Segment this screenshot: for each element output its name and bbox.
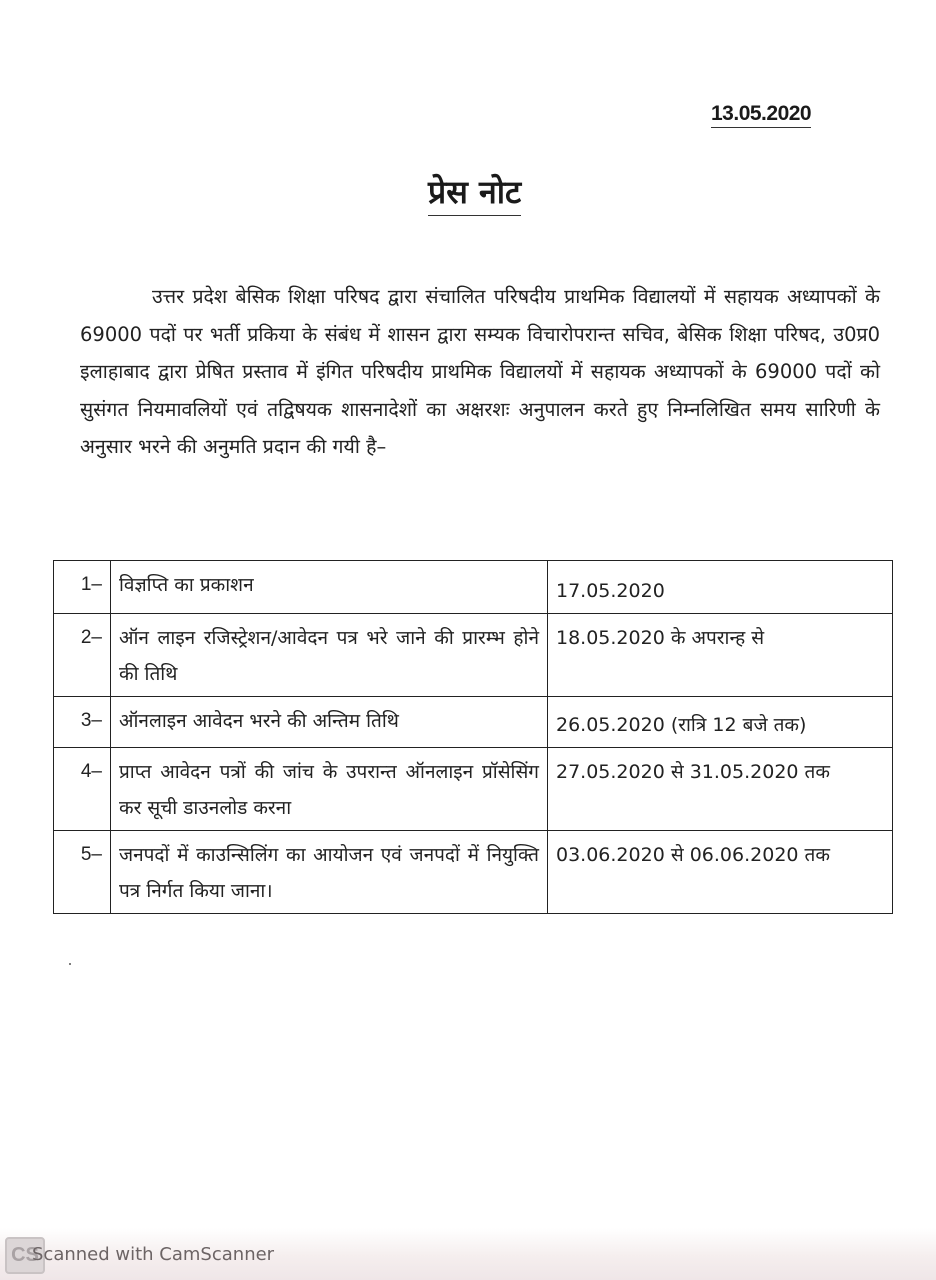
table-row [54, 561, 893, 614]
table-row [54, 697, 893, 748]
row-event: ऑनलाइन आवेदन भरने की अन्तिम तिथि [111, 697, 548, 748]
press-note-date: 13.05.2020 [711, 102, 811, 128]
camscanner-watermark-text: Scanned with CamScanner [32, 1244, 275, 1265]
row-number: 3– [54, 697, 111, 748]
row-event: ऑन लाइन रजिस्ट्रेशन/आवेदन पत्र भरे जाने की प्रारम्भ होने की तिथि [111, 614, 548, 697]
row-number: 1– [54, 561, 111, 614]
row-number: 2– [54, 614, 111, 697]
row-date: 17.05.2020 [548, 561, 893, 614]
row-date: 03.06.2020 से 06.06.2020 तक [548, 831, 893, 914]
row-date: 18.05.2020 के अपरान्ह से [548, 614, 893, 697]
row-number: 5– [54, 831, 111, 914]
table-row [54, 614, 893, 697]
camscanner-logo-icon: CS [5, 1237, 45, 1274]
scan-speck [69, 963, 71, 965]
table-row [54, 748, 893, 831]
row-number: 4– [54, 748, 111, 831]
schedule-table [53, 560, 893, 914]
row-date: 27.05.2020 से 31.05.2020 तक [548, 748, 893, 831]
press-note-title: प्रेस नोट [428, 170, 521, 216]
row-event: जनपदों में काउन्सिलिंग का आयोजन एवं जनपदों में नियुक्ति पत्र निर्गत किया जाना। [111, 831, 548, 914]
row-event: विज्ञप्ति का प्रकाशन [111, 561, 548, 614]
table-row [54, 831, 893, 914]
body-paragraph: उत्तर प्रदेश बेसिक शिक्षा परिषद द्वारा संचालित परिषदीय प्राथमिक विद्यालयों में सहायक अध्यापकों के 69000 पदों पर भर्ती प्रकिया के संबंध में शासन द्वारा सम्यक विचारोपरान्त सचिव, बेसिक शिक्षा परिषद, उ0प्र0 इलाहाबाद द्वारा प्रेषित प्रस्ताव में इंगित परिषदीय प्राथमिक विद्यालयों में सहायक अध्यापकों के 69000 पदों को सुसंगत नियमावलियों एवं तद्विषयक शासनादेशों का अक्षरशः अनुपालन करते हुए निम्नलिखित समय सारिणी के अनुसार भरने की अनुमति प्रदान की गयी है– [80, 285, 880, 458]
row-date: 26.05.2020 (रात्रि 12 बजे तक) [548, 697, 893, 748]
row-event: प्राप्त आवेदन पत्रों की जांच के उपरान्त ऑनलाइन प्रॉसेसिंग कर सूची डाउनलोड करना [111, 748, 548, 831]
